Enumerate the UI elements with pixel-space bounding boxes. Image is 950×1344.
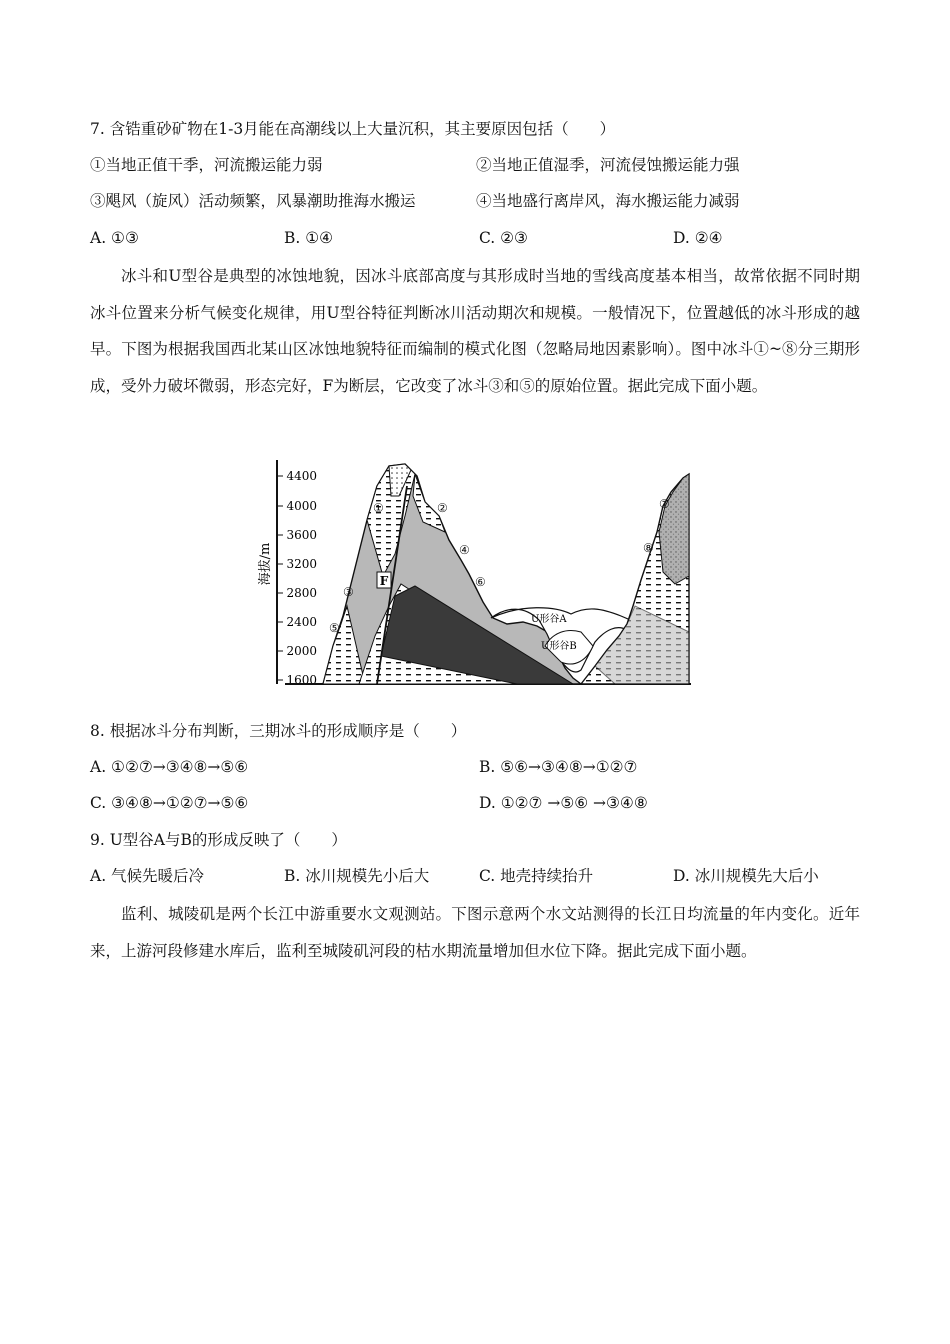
q8-stem: 8. 根据冰斗分布判断，三期冰斗的形成顺序是（ ） xyxy=(90,722,467,740)
q8-choice-d[interactable]: D. ①②⑦ →⑤⑥ →③④⑧ xyxy=(479,794,648,812)
u-valley-a-label: U形谷A xyxy=(531,614,567,625)
q8-choice-a[interactable]: A. ①②⑦→③④⑧→⑤⑥ xyxy=(90,758,249,776)
cirque-label: ② xyxy=(437,501,448,515)
cirque-label: ⑥ xyxy=(475,575,486,589)
q9-choice-c[interactable]: C. 地壳持续抬升 xyxy=(479,867,594,885)
cirque-figure xyxy=(255,456,695,688)
q7-stem: 7. 含锆重砂矿物在1-3月能在高潮线以上大量沉积，其主要原因包括（ ） xyxy=(90,120,616,138)
tick-label: 1600 xyxy=(286,673,317,687)
q7-options-row-2 xyxy=(90,191,870,211)
q8-choices-row-2 xyxy=(90,793,870,813)
q9-stem: 9. U型谷A与B的形成反映了（ ） xyxy=(90,831,347,849)
tick-label: 4400 xyxy=(286,469,317,483)
cirque-label: ① xyxy=(373,501,384,515)
passage-cirque-uvalley: 冰斗和U型谷是典型的冰蚀地貌，因冰斗底部高度与其形成时当地的雪线高度基本相当，故常依据不同时期冰斗位置来分析气候变化规律，用U型谷特征判断冰川活动期次和规模。一般情况下，位置越低的冰斗形成的越早。下图为根据我国西北某山区冰蚀地貌特征而编制的模式化图（忽略局地因素影响）。图中冰斗①~⑧分三期形成，受外力破坏微弱，形态完好，F为断层，它改变了冰斗③和⑤的原始位置。据此完成下面小题。 xyxy=(90,267,860,395)
q7-option-3: ③飓风（旋风）活动频繁，风暴潮助推海水搬运 xyxy=(90,192,416,210)
q7-option-2: ②当地正值湿季，河流侵蚀搬运能力强 xyxy=(476,156,740,174)
q7-choice-d[interactable]: D. ②④ xyxy=(673,229,723,247)
q8-choices-row-1 xyxy=(90,757,870,777)
q7-options-row-1 xyxy=(90,155,870,175)
tick-label: 2400 xyxy=(286,615,317,629)
tick-label: 2800 xyxy=(286,586,317,600)
q8-choice-c[interactable]: C. ③④⑧→①②⑦→⑤⑥ xyxy=(90,794,249,812)
q7-choices xyxy=(90,228,870,248)
tick-label: 4000 xyxy=(286,499,317,513)
q9-choices xyxy=(90,866,870,886)
cirque-label: ⑤ xyxy=(329,621,340,635)
q7-option-4: ④当地盛行离岸风，海水搬运能力减弱 xyxy=(476,192,740,210)
q9-choice-b[interactable]: B. 冰川规模先小后大 xyxy=(284,867,430,885)
q7-option-1: ①当地正值干季，河流搬运能力弱 xyxy=(90,156,323,174)
q9-choice-a[interactable]: A. 气候先暖后冷 xyxy=(90,867,205,885)
u-valley-b-label: U形谷B xyxy=(541,641,577,652)
right-mountain-top xyxy=(659,474,689,584)
cirque-label: ③ xyxy=(343,585,354,599)
q8-choice-b[interactable]: B. ⑤⑥→③④⑧→①②⑦ xyxy=(479,758,638,776)
q7-choice-b[interactable]: B. ①④ xyxy=(284,229,334,247)
cirque-diagram xyxy=(255,456,695,688)
cirque-label: ⑧ xyxy=(643,541,654,555)
q7-choice-a[interactable]: A. ①③ xyxy=(90,229,139,247)
q9-choice-d[interactable]: D. 冰川规模先大后小 xyxy=(673,867,819,885)
tick-label: 2000 xyxy=(286,644,317,658)
y-axis-label: 海拔/m xyxy=(258,542,273,586)
cirque-label: ⑦ xyxy=(659,497,670,511)
q7-choice-c[interactable]: C. ②③ xyxy=(479,229,528,247)
fault-label: F xyxy=(379,574,389,588)
cirque-label: ④ xyxy=(459,543,470,557)
passage-hydrology: 监利、城陵矶是两个长江中游重要水文观测站。下图示意两个水文站测得的长江日均流量的年内变化。近年来，上游河段修建水库后，监利至城陵矶河段的枯水期流量增加但水位下降。据此完成下面小题。 xyxy=(90,905,860,960)
tick-label: 3600 xyxy=(286,528,317,542)
tick-label: 3200 xyxy=(286,557,317,571)
